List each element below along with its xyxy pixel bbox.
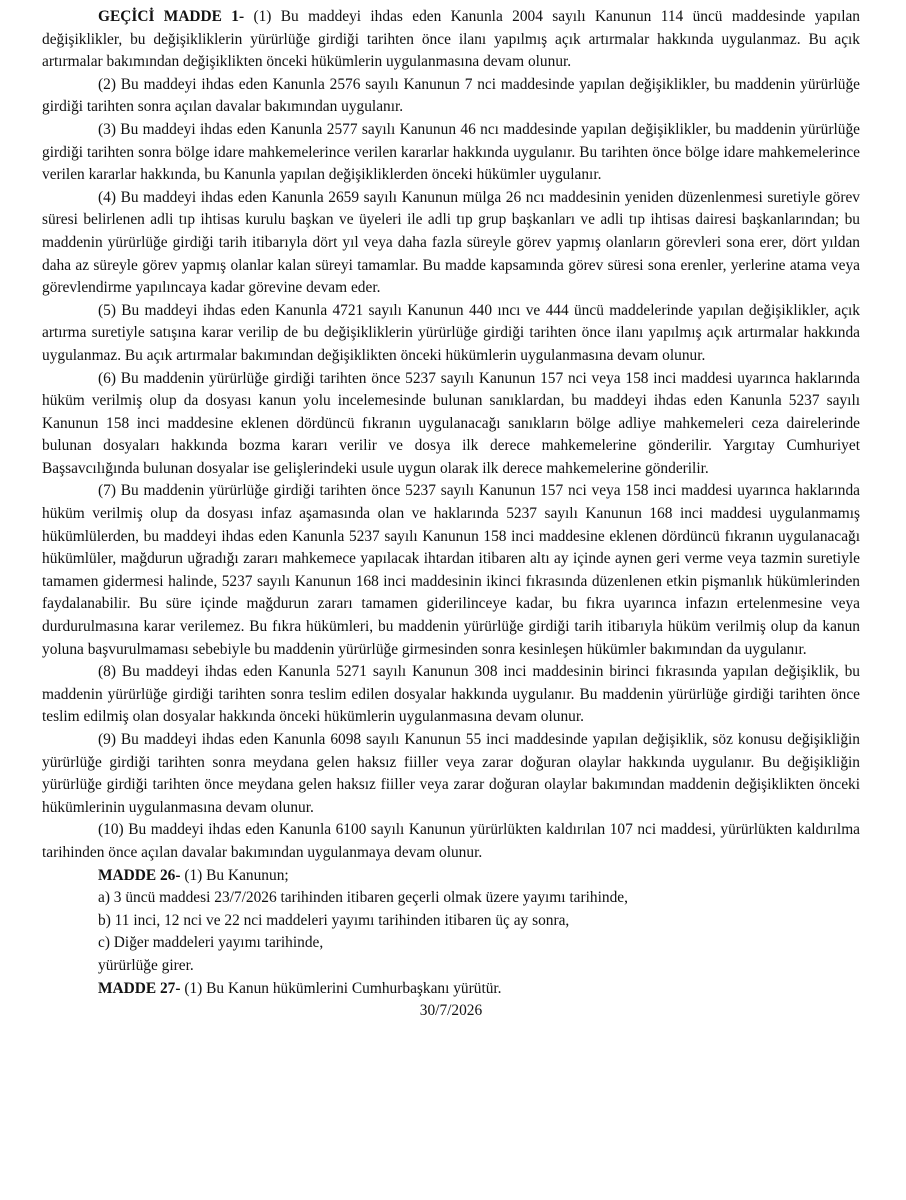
gecici-madde-paragraph-3: (3) Bu maddeyi ihdas eden Kanunla 2577 sayılı Kanunun 46 ncı maddesinde yapılan değişiklikler, bu maddenin yürürlüğe girdiği tarihten sonra bölge idare mahkemelerince verilen kararlar hakkında uygulanır. Bu tarihten önce bölge idare mahkemelerince verilen kararlar hakkında, bu Kanunla yapılan değişikliklerden önceki hükümler uygulanır. [42,120,860,184]
gecici-madde-paragraph-8: (8) Bu maddeyi ihdas eden Kanunla 5271 sayılı Kanunun 308 inci maddesinin birinci fıkrasında yapılan değişiklik, bu maddenin yürürlüğe girdiği tarihten sonra teslim edilen dosyalar hakkında uygulanır. Bu maddenin yürürlüğe girdiği tarihten önce teslim edilmiş olan dosyalar hakkında önceki hükümlerin uygulanmasına devam olunur. [42,663,860,726]
madde-26-item-c: c) Diğer maddeleri yayımı tarihinde, [98,934,324,952]
madde-26-intro-text: (1) Bu Kanunun; [184,866,289,884]
gecici-madde-heading: GEÇİCİ MADDE 1- [98,8,245,25]
madde-27-heading: MADDE 27- [98,979,181,997]
gecici-madde-paragraph-4: (4) Bu maddeyi ihdas eden Kanunla 2659 sayılı Kanunun mülga 26 ncı maddesinin yeniden düzenlenmesi suretiyle görev süresi belirlenen adli tıp ihtisas kurulu başkan ve üyeleri ile adli tıp grup başkanları ve adli tıp ihtisas dairesi başkanlarından; bu maddenin yürürlüğe girdiği tarih itibarıyla dört yıl veya daha fazla süreyle görev yapmış olanların görevleri sona erer, dört yıldan daha az süreyle görev yapmış olanlar kalan süreyi tamamlar. Bu madde kapsamında görev süresi sona erenler, yerlerine atama veya görevlendirme yapılıncaya kadar görevine devam eder. [42,188,860,297]
madde-26-intro [42,865,860,888]
paragraph-text: (1) Bu maddeyi ihdas eden Kanunla 2004 sayılı Kanunun 114 üncü maddesinde yapılan değişiklikler, bu değişikliklerin yürürlüğe girdiği tarihten önce ilanı yapılmış açık artırmalar hakkında uygulanmaz. Bu açık artırmalar bakımından değişiklikten önceki hükümlerin uygulanmasına devam olunur. [42,8,860,71]
gecici-madde-paragraph-6: (6) Bu maddenin yürürlüğe girdiği tarihten önce 5237 sayılı Kanunun 157 nci veya 158 inci maddesi uyarınca haklarında hüküm verilmiş olup da dosyası kanun yolu incelemesinde bulunan sanıklardan, bu maddeyi ihdas eden Kanunla 5237 sayılı Kanunun 158 inci maddesine eklenen dördüncü fıkranın uygulanacağı sanıkların bölge adliye mahkemeleri ceza dairelerinde bulunan dosyaları hakkında bozma kararı verilir ve dosya ilk derece mahkemelerine gönderilir. Yargıtay Cumhuriyet Başsavcılığında bulunan dosyalar ise gelişlerindeki usule uygun olarak ilk derece mahkemelerine gönderilir. [42,369,860,477]
madde-26-heading: MADDE 26- [98,866,181,884]
madde-27-text: (1) Bu Kanun hükümlerini Cumhurbaşkanı yürütür. [184,979,502,997]
madde-26-item-a: a) 3 üncü maddesi 23/7/2026 tarihinden itibaren geçerli olmak üzere yayımı tarihinde, [98,889,628,907]
gecici-madde-paragraph-1 [42,6,860,74]
document-page [42,6,860,1023]
gecici-madde-paragraph-9: (9) Bu maddeyi ihdas eden Kanunla 6098 sayılı Kanunun 55 inci maddesinde yapılan değişiklik, söz konusu değişikliğin yürürlüğe girdiği tarihten sonra meydana gelen haksız fiiller veya zarar doğuran olaylar hakkında uygulanır. Bu değişikliğin yürürlüğe girdiği tarihten önce meydana gelen haksız fiiller veya zarar doğuran olaylar bakımından maddenin değişiklikten önceki hükümlerinin uygulanmasına devam olunur. [42,731,860,816]
document-date: 30/7/2026 [419,1002,483,1020]
madde-26-item-b: b) 11 inci, 12 nci ve 22 nci maddeleri yayımı tarihinden itibaren üç ay sonra, [98,911,570,929]
gecici-madde-paragraph-7: (7) Bu maddenin yürürlüğe girdiği tarihten önce 5237 sayılı Kanunun 157 nci veya 158 inci maddesi uyarınca haklarında hüküm verilmiş olup da dosyası infaz aşamasında olan ve haklarında 5237 sayılı Kanunun 168 inci maddesi uygulanmamış hükümlülerden, bu maddeyi ihdas eden Kanunla 5237 sayılı Kanunun 158 inci maddesine eklenen dördüncü fıkranın uygulanacağı hükümlüler, mağdurun uğradığı zararı mahkemece yapılacak ihtardan itibaren altı ay içinde aynen geri verme veya tazmin suretiyle tamamen gidermesi halinde, 5237 sayılı Kanunun 168 inci maddesinin ikinci fıkrasında düzenlenen etkin pişmanlık hükümlerinden faydalanabilir. Bu süre içinde mağdurun zararı tamamen giderilinceye kadar, bu fıkra uyarınca infazın ertelenmesine veya durdurulmasına karar verilemez. Bu fıkra hükümleri, bu maddenin yürürlüğe girdiği tarih itibarıyla hüküm verilmiş olup da kanun yoluna başvurulmaması sebebiyle bu maddenin yürürlüğe girmesinden sonra kesinleşen hükümler bakımından da uygulanır. [42,482,860,658]
gecici-madde-paragraph-5: (5) Bu maddeyi ihdas eden Kanunla 4721 sayılı Kanunun 440 ıncı ve 444 üncü maddelerinde yapılan değişiklikler, açık artırma suretiyle satışına karar verilip de bu değişikliklerin yürürlüğe girdiği tarihten önce ilanı yapılmış açık artırmalar hakkında uygulanmaz. Bu açık artırmalar bakımından değişiklikten önceki hükümlerin uygulanmasına devam olunur. [42,301,860,364]
gecici-madde-paragraph-2: (2) Bu maddeyi ihdas eden Kanunla 2576 sayılı Kanunun 7 nci maddesinde yapılan değişiklikler, bu maddenin yürürlüğe girdiği tarihten sonra açılan davalar bakımından uygulanır. [42,75,860,116]
madde-26-closing: yürürlüğe girer. [98,956,194,974]
gecici-madde-paragraph-10: (10) Bu maddeyi ihdas eden Kanunla 6100 sayılı Kanunun yürürlükten kaldırılan 107 nci maddesi, yürürlükten kaldırılma tarihinden önce açılan davalar bakımından uygulanmaya devam olunur. [42,821,860,861]
madde-27 [42,978,860,1001]
